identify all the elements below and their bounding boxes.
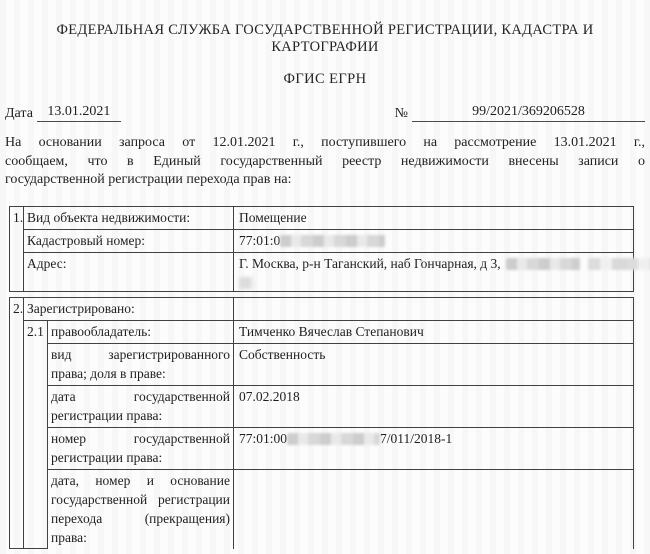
intro-paragraph xyxy=(5,134,645,190)
table-row xyxy=(10,252,634,291)
row-label-cell: Вид объекта недвижимости: xyxy=(24,206,234,229)
row-value-cell: 07.02.2018 xyxy=(234,385,634,427)
section-title-cell: Зарегистрировано: xyxy=(24,297,234,320)
table-row xyxy=(10,229,634,252)
date-label: Дата xyxy=(5,106,33,121)
table-row xyxy=(10,206,634,229)
intro-line-2: сообщаем, что в Единый государственный реестр недвижимости внесены записи о xyxy=(5,153,645,169)
table-row xyxy=(10,343,634,385)
row-value-cell: Собственность xyxy=(234,343,634,385)
row-value-cell: Тимченко Вячеслав Степанович xyxy=(234,320,634,343)
row-label-cell: правообладатель: xyxy=(48,320,234,343)
property-object-table xyxy=(9,206,634,292)
title-line-1: ФЕДЕРАЛЬНАЯ СЛУЖБА ГОСУДАРСТВЕННОЙ РЕГИСТРАЦИИ, КАДАСТРА И xyxy=(56,22,594,38)
number-label: № xyxy=(394,106,408,121)
meta-row xyxy=(5,102,645,122)
redaction-blur xyxy=(239,277,255,289)
number-value: 99/2021/369206528 xyxy=(412,104,645,122)
row-value-cell: Помещение xyxy=(234,206,634,229)
row-value-cell xyxy=(234,252,634,291)
table-row xyxy=(10,297,634,320)
row-value-cell xyxy=(234,297,634,320)
row-label-cell: Адрес: xyxy=(24,252,234,291)
row-label-cell: Кадастровый номер: xyxy=(24,229,234,252)
redaction-blur xyxy=(287,433,380,445)
document-title xyxy=(5,22,645,56)
table-row xyxy=(10,320,634,343)
reg-number-prefix: 77:01:00 xyxy=(239,430,288,446)
table-row xyxy=(10,427,634,469)
row-label-cell: номер государственной регистрации права: xyxy=(48,427,234,469)
table-row xyxy=(10,469,634,549)
redaction-blur xyxy=(280,235,385,247)
registration-table xyxy=(9,297,634,550)
intro-line-3: государственной регистрации перехода прав на: xyxy=(5,172,292,187)
row-value-cell xyxy=(234,229,634,252)
row-value-cell xyxy=(234,427,634,469)
table-row xyxy=(10,385,634,427)
intro-line-1: На основании запроса от 12.01.2021 г., поступившего на рассмотрение 13.01.2021 г., xyxy=(5,135,645,150)
row-label-cell: дата, номер и основание государственной регистрации перехода (прекращения) права: xyxy=(48,469,234,549)
title-line-2: КАРТОГРАФИИ xyxy=(271,39,379,55)
redaction-blur xyxy=(506,258,580,270)
subsection-number-cell: 2.1 xyxy=(24,320,48,549)
cadastral-number-prefix: 77:01:0 xyxy=(239,232,281,248)
redaction-blur xyxy=(588,258,650,270)
row-label-cell: вид зарегистрированного права; доля в праве: xyxy=(48,343,234,385)
date-value: 13.01.2021 xyxy=(37,104,121,122)
address-line xyxy=(239,256,650,271)
address-prefix: Г. Москва, р-н Таганский, наб Гончарная, д 3, xyxy=(239,255,505,271)
reg-number-suffix: 7/011/2018-1 xyxy=(380,430,453,446)
section-number-cell: 1. xyxy=(10,206,24,291)
section-number-cell: 2. xyxy=(10,297,24,549)
row-label-cell: дата государственной регистрации права: xyxy=(48,385,234,427)
document-subtitle: ФГИС ЕГРН xyxy=(283,71,367,87)
row-value-cell xyxy=(234,469,634,549)
